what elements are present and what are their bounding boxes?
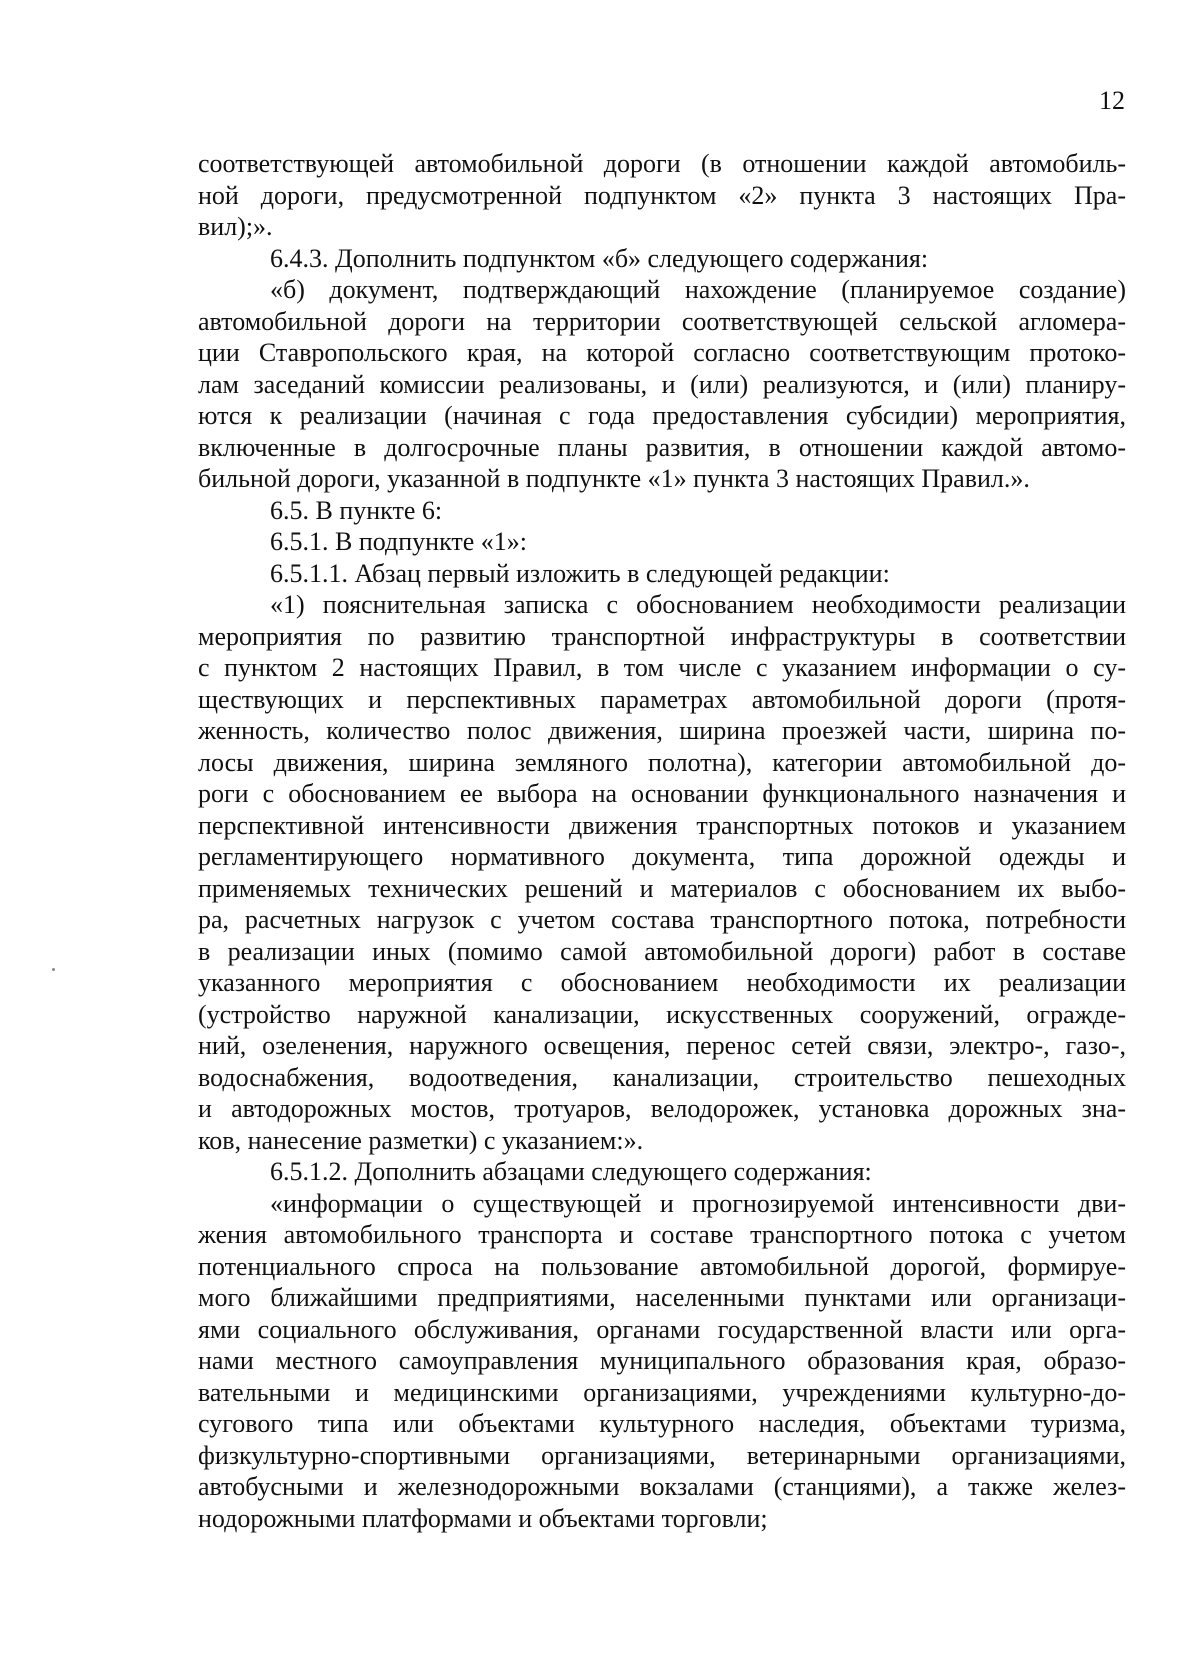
text-line: лосы движения, ширина земляного полотна), категории автомобильной до-	[198, 747, 1126, 777]
text-line: перспективной интенсивности движения транспортных потоков и указанием	[198, 810, 1126, 840]
text-line: вательными и медицинскими организациями, учреждениями культурно-до-	[198, 1377, 1126, 1407]
text-line: физкультурно-спортивными организациями, ветеринарными организациями,	[198, 1440, 1126, 1470]
text-line: лам заседаний комиссии реализованы, и (или) реализуются, и (или) планиру-	[198, 369, 1126, 399]
text-line: «1) пояснительная записка с обоснованием необходимости реализации	[270, 590, 1126, 619]
text-line: женность, количество полос движения, ширина проезжей части, ширина по-	[198, 716, 1126, 745]
text-line: с пунктом 2 настоящих Правил, в том числе с указанием информации о су-	[198, 653, 1126, 682]
document-body	[198, 148, 1126, 1534]
text-line: применяемых технических решений и материалов с обоснованием их выбо-	[198, 873, 1126, 903]
text-line: 6.5.1.1. Абзац первый изложить в следующей редакции:	[270, 558, 890, 588]
text-line: ной дороги, предусмотренной подпунктом «2» пункта 3 настоящих Пра-	[198, 180, 1126, 210]
text-line: нами местного самоуправления муниципального образования края, образо-	[198, 1346, 1126, 1375]
text-line: 6.4.3. Дополнить подпунктом «б» следующего содержания:	[270, 243, 929, 273]
text-block	[198, 148, 1126, 1534]
text-line: указанного мероприятия с обоснованием необходимости их реализации	[198, 968, 1126, 997]
text-line: включенные в долгосрочные планы развития, в отношении каждой автомо-	[198, 432, 1126, 462]
text-line: роги с обоснованием ее выбора на основании функционального назначения и	[198, 779, 1126, 808]
text-line: в реализации иных (помимо самой автомобильной дороги) работ в составе	[198, 936, 1126, 966]
text-line: ний, озеленения, наружного освещения, перенос сетей связи, электро-, газо-,	[198, 1031, 1126, 1060]
text-line: 6.5.1.2. Дополнить абзацами следующего содержания:	[270, 1157, 872, 1186]
text-line: (устройство наружной канализации, искусственных сооружений, огражде-	[198, 999, 1126, 1029]
text-line: ются к реализации (начиная с года предоставления субсидии) мероприятия,	[198, 401, 1126, 430]
text-line: соответствующей автомобильной дороги (в отношении каждой автомобиль-	[198, 149, 1126, 178]
text-line: мероприятия по развитию транспортной инфраструктуры в соответствии	[198, 621, 1126, 651]
text-line: потенциального спроса на пользование автомобильной дорогой, формируе-	[198, 1251, 1126, 1281]
text-line: регламентирующего нормативного документа, типа дорожной одежды и	[198, 842, 1126, 871]
text-line: «б) документ, подтверждающий нахождение (планируемое создание)	[270, 275, 1126, 304]
text-line: нодорожными платформами и объектами торговли;	[198, 1503, 768, 1533]
scan-speck	[52, 968, 55, 971]
text-line: вил);».	[198, 212, 273, 241]
text-line: автобусными и железнодорожными вокзалами (станциями), а также желез-	[198, 1472, 1126, 1501]
text-line: «информации о существующей и прогнозируемой интенсивности дви-	[270, 1188, 1126, 1218]
text-line: ями социального обслуживания, органами государственной власти или орга-	[198, 1314, 1126, 1344]
text-line: мого ближайшими предприятиями, населенными пунктами или организаци-	[198, 1283, 1126, 1312]
text-line: ков, нанесение разметки) с указанием:».	[198, 1125, 644, 1155]
text-line: ции Ставропольского края, на которой согласно соответствующим протоко-	[198, 338, 1126, 367]
text-line: ра, расчетных нагрузок с учетом состава транспортного потока, потребности	[198, 905, 1126, 934]
page-number: 12	[1099, 86, 1125, 115]
text-line: сугового типа или объектами культурного наследия, объектами туризма,	[198, 1409, 1126, 1438]
text-line: жения автомобильного транспорта и составе транспортного потока с учетом	[198, 1220, 1126, 1249]
text-line: водоснабжения, водоотведения, канализации, строительство пешеходных	[198, 1062, 1126, 1092]
text-line: 6.5. В пункте 6:	[270, 495, 443, 525]
text-line: ществующих и перспективных параметрах автомобильной дороги (протя-	[198, 684, 1126, 714]
text-line: бильной дороги, указанной в подпункте «1» пункта 3 настоящих Правил.».	[198, 464, 1030, 493]
text-line: 6.5.1. В подпункте «1»:	[270, 527, 527, 556]
text-line: и автодорожных мостов, тротуаров, велодорожек, установка дорожных зна-	[198, 1094, 1126, 1123]
text-line: автомобильной дороги на территории соответствующей сельской агломера-	[198, 306, 1126, 336]
